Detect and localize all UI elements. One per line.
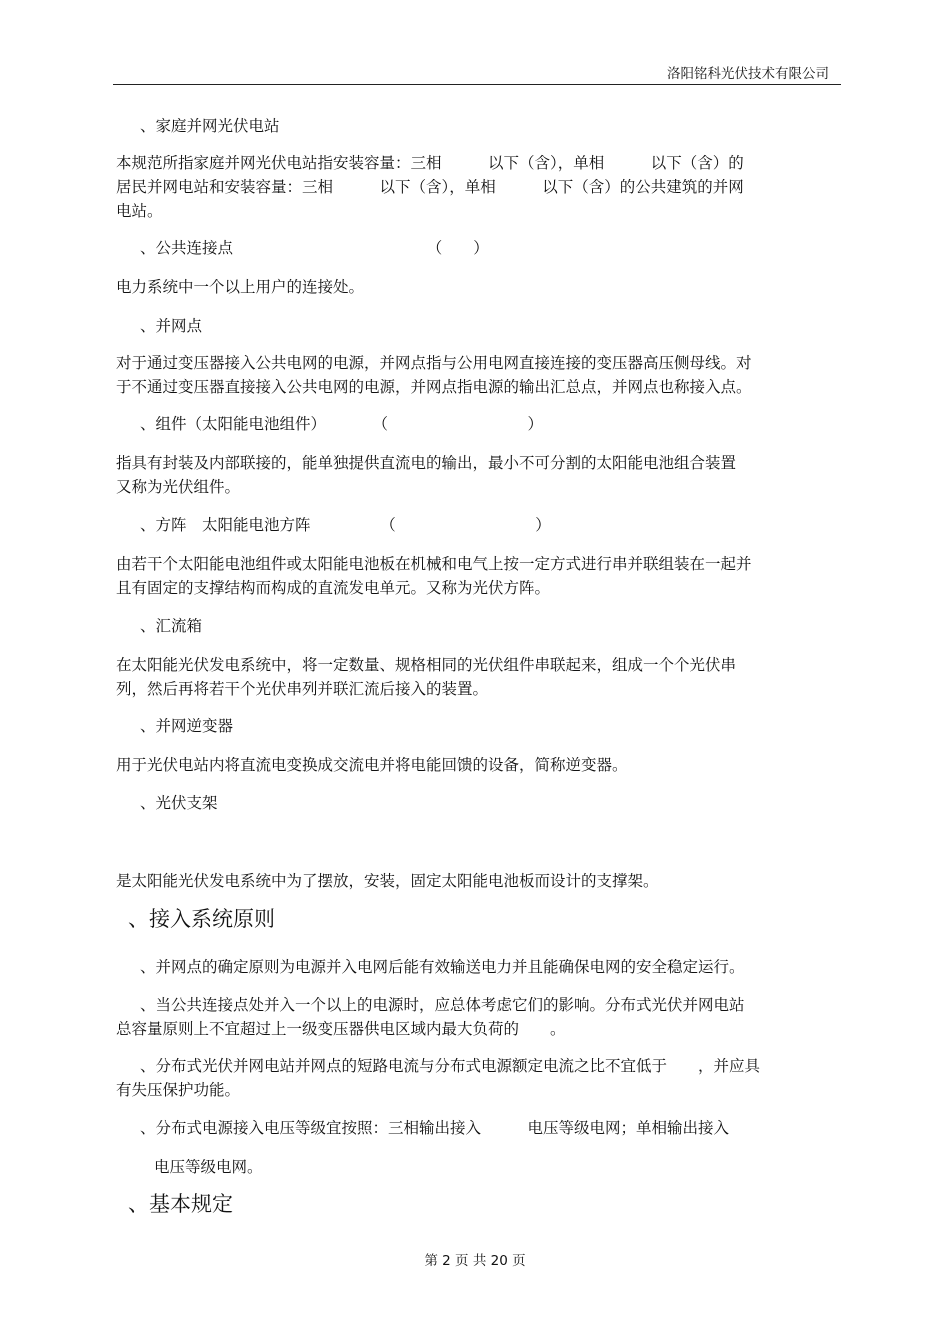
- text-line: 、组件（太阳能电池组件） （ ）: [140, 415, 544, 433]
- text-line: 、分布式电源接入电压等级宜按照：三相输出接入 电压等级电网；单相输出接入: [140, 1119, 730, 1137]
- text-line: 电站。: [116, 202, 163, 220]
- text-line: 、分布式光伏并网电站并网点的短路电流与分布式电源额定电流之比不宜低于 ，并应具: [140, 1057, 761, 1075]
- text-line: 指具有封装及内部联接的，能单独提供直流电的输出，最小不可分割的太阳能电池组合装置: [116, 454, 737, 472]
- text-line: 、公共连接点 （ ）: [140, 239, 489, 257]
- text-line: 本规范所指家庭并网光伏电站指安装容量：三相 以下（含），单相 以下（含）的: [116, 154, 744, 172]
- text-line: 、汇流箱: [140, 617, 203, 635]
- text-line: 居民并网电站和安装容量：三相 以下（含），单相 以下（含）的公共建筑的并网: [116, 178, 744, 196]
- text-line: 对于通过变压器接入公共电网的电源，并网点指与公用电网直接连接的变压器高压侧母线。对: [116, 354, 752, 372]
- text-line: 由若干个太阳能电池组件或太阳能电池板在机械和电气上按一定方式进行串并联组装在一起并: [116, 555, 752, 573]
- text-line: 总容量原则上不宜超过上一级变压器供电区域内最大负荷的 。: [116, 1020, 566, 1038]
- text-line: 、并网逆变器: [140, 717, 234, 735]
- text-line: 、家庭并网光伏电站: [140, 117, 280, 135]
- section-heading: 、接入系统原则: [128, 907, 275, 931]
- text-line: 、并网点的确定原则为电源并入电网后能有效输送电力并且能确保电网的安全稳定运行。: [140, 958, 745, 976]
- text-line: 电压等级电网。: [154, 1158, 263, 1176]
- text-line: 、方阵 太阳能电池方阵 （ ）: [140, 516, 551, 534]
- text-line: 列，然后再将若干个光伏串列并联汇流后接入的装置。: [116, 680, 489, 698]
- section-heading: 、基本规定: [128, 1192, 233, 1216]
- page-header: [113, 60, 841, 85]
- text-line: 、光伏支架: [140, 794, 218, 812]
- text-line: 、并网点: [140, 317, 203, 335]
- text-line: 于不通过变压器直接接入公共电网的电源，并网点指电源的输出汇总点，并网点也称接入点。: [116, 378, 752, 396]
- text-line: 有失压保护功能。: [116, 1081, 241, 1099]
- company-name: 洛阳铭科光伏技术有限公司: [667, 66, 829, 82]
- text-line: 且有固定的支撑结构而构成的直流发电单元。又称为光伏方阵。: [116, 579, 551, 597]
- text-line: 用于光伏电站内将直流电变换成交流电并将电能回馈的设备，简称逆变器。: [116, 756, 628, 774]
- text-line: 又称为光伏组件。: [116, 478, 241, 496]
- page-footer: 第 2 页 共 20 页: [424, 1253, 526, 1269]
- text-line: 在太阳能光伏发电系统中，将一定数量、规格相同的光伏组件串联起来，组成一个个光伏串: [116, 656, 737, 674]
- text-line: 、当公共连接点处并入一个以上的电源时，应总体考虑它们的影响。分布式光伏并网电站: [140, 996, 745, 1014]
- text-line: 电力系统中一个以上用户的连接处。: [116, 278, 365, 296]
- text-line: 是太阳能光伏发电系统中为了摆放，安装，固定太阳能电池板而设计的支撑架。: [116, 872, 659, 890]
